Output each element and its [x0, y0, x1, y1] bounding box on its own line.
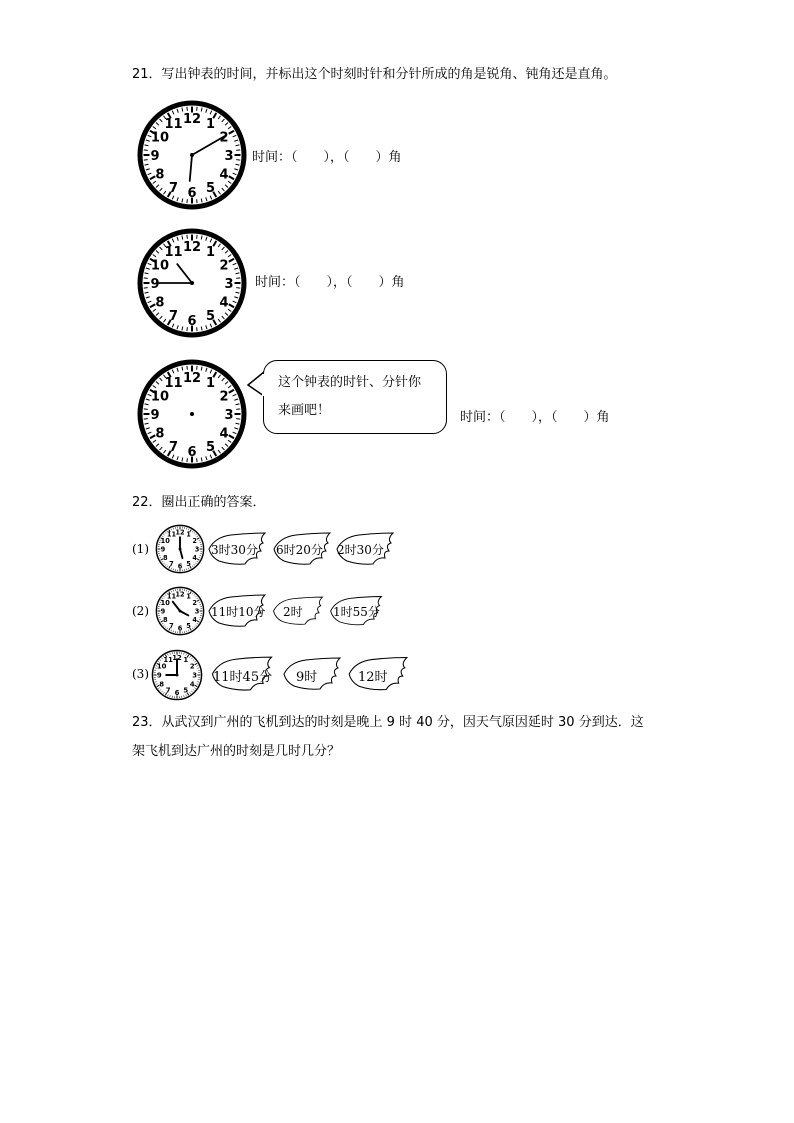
clock-number: 8: [155, 426, 165, 442]
clock-number: 11: [164, 244, 183, 260]
q23-line-2: 架飞机到达广州的时刻是几时几分？: [132, 744, 341, 759]
clock-number: 7: [169, 560, 174, 569]
option-text[interactable]: 2时30分: [337, 543, 384, 557]
clock-number: 1: [183, 656, 189, 665]
clock-number: 9: [160, 607, 166, 616]
clock-number: 12: [172, 653, 182, 662]
clock-number: 1: [186, 592, 191, 601]
clock-number: 10: [160, 536, 170, 545]
clock-number: 11: [163, 656, 173, 665]
clock-number: 11: [164, 116, 183, 132]
clock-number: 7: [165, 686, 171, 695]
clock-number: 6: [187, 445, 197, 460]
clock-number: 6: [174, 689, 180, 698]
clock-number: 5: [186, 622, 191, 631]
clock-number: 4: [219, 426, 229, 442]
clock-number: 12: [182, 240, 202, 255]
clock-number: 2: [219, 258, 229, 274]
small-clock-3: [150, 648, 204, 702]
clock-number: 12: [175, 528, 185, 537]
clock-number: 11: [164, 375, 183, 391]
clock-number: 2: [192, 536, 198, 545]
clock-number: 6: [177, 624, 183, 633]
q21-prompt: 21．写出钟表的时间，并标出这个时刻时针和分针所成的角是锐角、钝角还是直角。: [132, 67, 617, 82]
option-text[interactable]: 11时10分: [211, 605, 266, 619]
clock-number: 1: [205, 375, 216, 391]
q22-row3-label: (3): [132, 667, 149, 681]
clock-number: 8: [162, 615, 168, 624]
clock-number: 10: [150, 130, 170, 146]
clock-number: 8: [162, 553, 168, 562]
clock-number: 6: [187, 186, 197, 201]
option-text[interactable]: 12时: [358, 670, 388, 685]
clock-number: 10: [160, 598, 170, 607]
clock-number: 4: [192, 615, 198, 624]
clock-number: 5: [205, 181, 216, 197]
clock-number: 12: [182, 112, 202, 127]
clock-number: 9: [150, 149, 160, 164]
clock-number: 12: [182, 371, 202, 386]
q23-line-1: 23．从武汉到广州的飞机到达的时刻是晚上 9 时 40 分，因天气原因延时 30 分到达．这: [132, 715, 644, 730]
clock-number: 7: [169, 622, 174, 631]
q21-answer-label-2: 时间：（ ），（ ）角: [255, 275, 405, 290]
clock-number: 3: [224, 149, 234, 164]
q21-answer-label-1: 时间：（ ），（ ）角: [252, 150, 402, 165]
option-text[interactable]: 9时: [296, 670, 318, 685]
clock-number: 9: [156, 671, 162, 680]
clock-number: 3: [194, 545, 200, 554]
option-text[interactable]: 6时20分: [276, 543, 323, 557]
option-text[interactable]: 2时: [283, 605, 303, 619]
clock-number: 8: [155, 167, 165, 183]
clock-number: 11: [166, 530, 177, 539]
option-text[interactable]: 11时45分: [213, 670, 273, 685]
clock-number: 5: [205, 440, 216, 456]
clock-number: 5: [205, 309, 216, 325]
clock-number: 10: [150, 258, 170, 274]
clock-number: 3: [224, 408, 234, 423]
clock-number: 1: [205, 244, 216, 260]
clock-3: [137, 359, 247, 469]
clock-number: 11: [166, 592, 177, 601]
clock-number: 3: [224, 277, 234, 292]
small-clock-1: [154, 523, 206, 575]
q22-prompt: 22．圈出正确的答案．: [132, 495, 266, 510]
clock-number: 6: [177, 562, 183, 571]
clock-number: 9: [150, 277, 160, 292]
clock-number: 12: [175, 590, 185, 599]
clock-number: 2: [219, 389, 229, 405]
clock-number: 2: [192, 598, 198, 607]
clock-number: 9: [150, 408, 160, 423]
clock-number: 5: [183, 686, 189, 695]
clock-number: 2: [189, 662, 195, 671]
clock-center: [190, 412, 194, 416]
clock-number: 10: [150, 389, 170, 405]
q22-row2-label: (2): [132, 604, 149, 618]
clock-1: [137, 100, 247, 210]
clock-number: 4: [219, 167, 229, 183]
clock-number: 4: [219, 295, 229, 311]
clock-number: 2: [219, 130, 229, 146]
clock-number: 3: [194, 607, 200, 616]
clock-number: 8: [155, 295, 165, 311]
clock-number: 9: [160, 545, 166, 554]
clock-number: 1: [205, 116, 216, 132]
speech-bubble: [263, 360, 447, 434]
option-text[interactable]: 1时55分: [333, 605, 380, 619]
clock-number: 4: [189, 680, 195, 689]
clock-number: 10: [156, 662, 167, 671]
q21-answer-label-3: 时间：（ ），（ ）角: [460, 410, 610, 425]
clock-number: 7: [168, 440, 179, 456]
q22-row1-label: (1): [132, 542, 149, 556]
clock-number: 6: [187, 314, 197, 329]
bubble-line-1: 这个钟表的时针、分针你: [278, 375, 422, 390]
clock-2: [137, 228, 247, 338]
option-text[interactable]: 3时30分: [211, 543, 258, 557]
clock-number: 8: [159, 680, 165, 689]
clock-number: 4: [192, 553, 198, 562]
clock-number: 1: [186, 530, 191, 539]
clock-number: 3: [192, 671, 198, 680]
small-clock-2: [154, 585, 206, 637]
clock-number: 7: [168, 181, 179, 197]
clock-number: 7: [168, 309, 179, 325]
bubble-tail-cover: [262, 374, 266, 396]
bubble-line-2: 来画吧！: [278, 403, 331, 418]
clock-number: 5: [186, 560, 191, 569]
